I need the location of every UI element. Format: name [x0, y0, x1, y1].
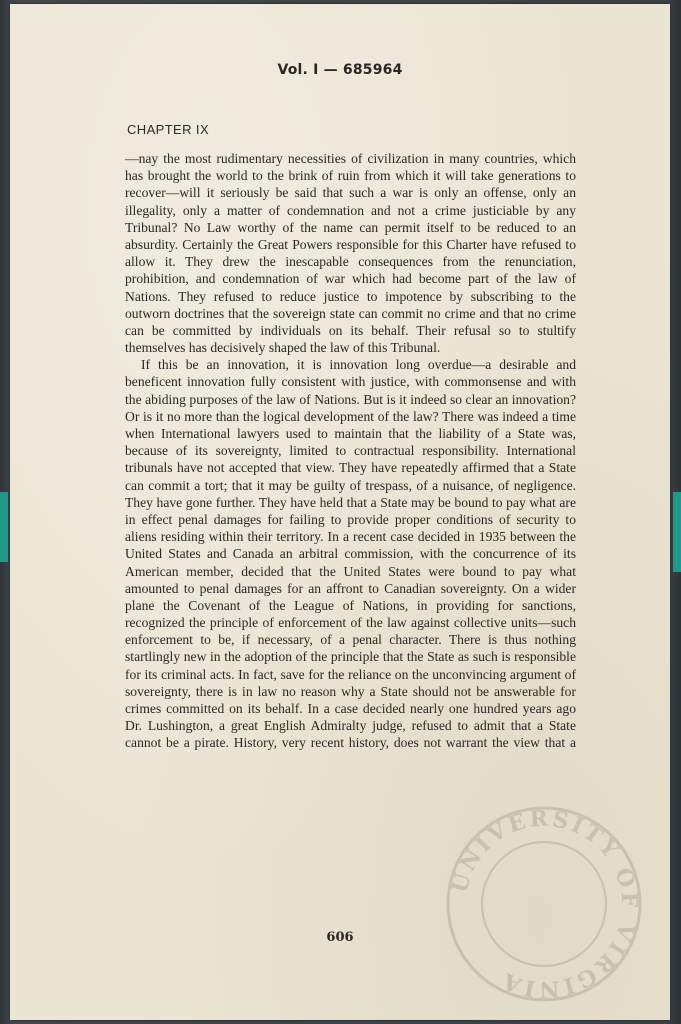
paragraph-2: If this be an innovation, it is innovation long overdue—a desirable and beneficent innovation fully consistent with justice, with commonsense and with the abiding purposes of the law of Nations. But is it indeed so clear an innovation? Or is it no more than the logical development of the law? There was indeed a time when International lawyers used to maintain that the liability of a State was, because of its sovereignty, limited to contractual responsibility. International tribunals have not accepted that view. They have repeatedly affirmed that a State can commit a tort; that it may be guilty of trespass, of a nuisance, of negligence. They have gone further. They have held that a State may be bound to pay what are in effect penal damages for failing to provide proper conditions of security to aliens residing within their territory. In a recent case decided in 1935 between the United States and Canada an arbitral commission, with the concurrence of its American member, decided that the United States were bound to pay what amounted to penal damages for an affront to Canadian sovereignty. On a wider plane the Covenant of the League of Nations, in providing for sanctions, recognized the principle of enforcement of the law against collective units—such enforcement to be, if necessary, of a penal character. There is thus nothing startlingly new in the adoption of the principle that the State as such is responsible for its criminal acts. In fact, save for the reliance on the unconvincing argument of sovereignty, there is in law no reason why a State should not be answerable for crimes committed on its behalf. In a case decided nearly one hundred years ago Dr. Lushington, a great English Admiralty judge, refused to admit that a State cannot be a pirate. History, very recent history, does not warrant the view that a: [125, 357, 576, 751]
volume-header: Vol. I — 685964: [277, 62, 403, 78]
seal-text: UNIVERSITY OF VIRGINIA: [446, 805, 643, 1003]
page-number: 606: [326, 930, 354, 945]
document-page: [10, 4, 670, 1020]
paragraph-1: —nay the most rudimentary necessities of civilization in many countries, which has brought the world to the brink of ruin from which it will take generations to recover—will it seriously be said that such a war is only an offense, only an illegality, only a matter of condemnation and not a crime justiciable by any Tribunal? No Law worthy of the name can permit itself to be reduced to an absurdity. Certainly the Great Powers responsible for this Charter have refused to allow it. They drew the inescapable consequences from the renunciation, prohibition, and condemnation of war which had become part of the law of Nations. They refused to reduce justice to impotence by subscribing to the outworn doctrines that the sovereign state can commit no crime and that no crime can be committed by individuals on its behalf. Their refusal so to stultify themselves has decisively shaped the law of this Tribunal.: [125, 151, 576, 356]
left-bookmark-tab: [0, 492, 8, 562]
library-seal-watermark: [444, 804, 644, 1004]
right-bookmark-tab: [673, 492, 681, 572]
chapter-heading: CHAPTER IX: [127, 122, 210, 137]
body-text: [125, 150, 576, 752]
